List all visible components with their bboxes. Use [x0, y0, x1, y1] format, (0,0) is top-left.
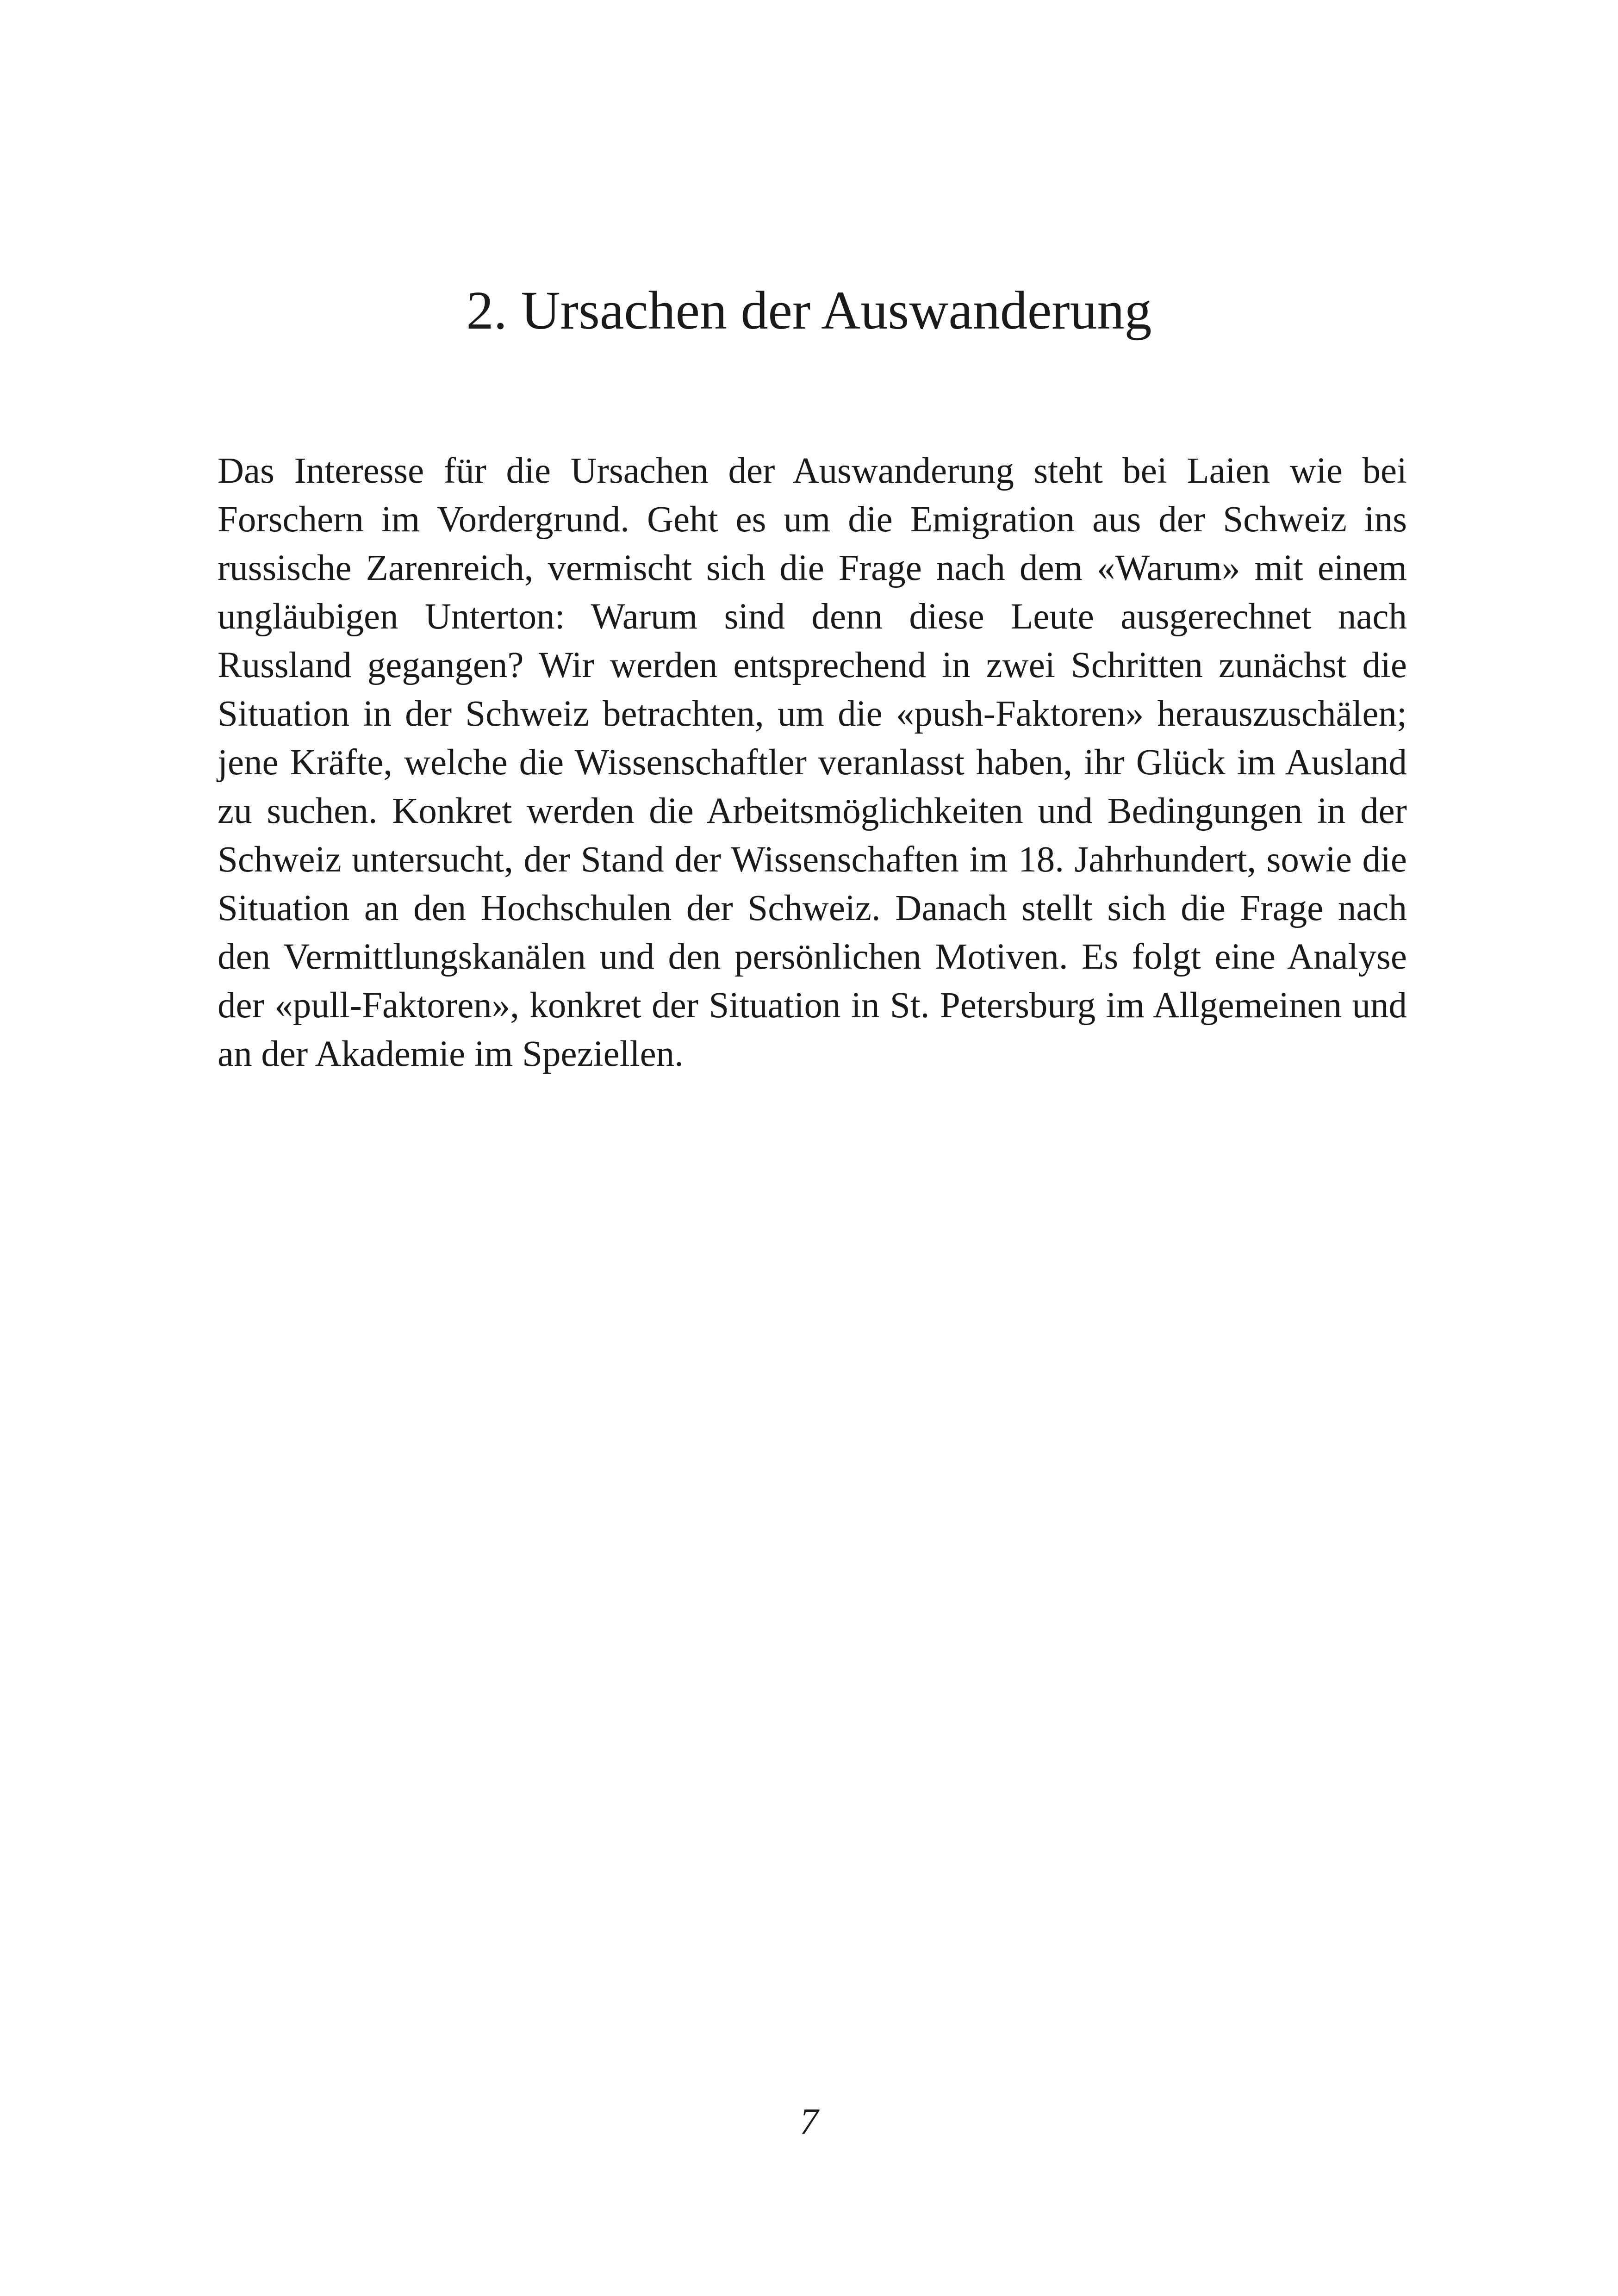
page-number: 7 — [800, 2102, 818, 2142]
chapter-title: 2. Ursachen der Auswanderung — [466, 280, 1152, 341]
body-paragraph: Das Interesse für die Ursachen der Auswanderung steht bei Laien wie bei Forschern im Vordergrund. Geht es um die Emigration aus der Schweiz ins russische Zarenreich, vermischt sich die Frage nach dem «Warum» mit einem ungläubigen Unterton: Warum sind denn diese Leute ausgerechnet nach Russland gegangen? Wir werden entsprechend in zwei Schritten zunächst die Situation in der Schweiz betrachten, um die «push-Faktoren» herauszuschälen; jene Kräfte, welche die Wissenschaftler veranlasst haben, ihr Glück im Ausland zu suchen. Konkret werden die Arbeitsmöglichkeiten und Bedingungen in der Schweiz untersucht, der Stand der Wissenschaften im 18. Jahrhundert, sowie die Situation an den Hochschulen der Schweiz. Danach stellt sich die Frage nach den Vermittlungskanälen und den persönlichen Motiven. Es folgt eine Analyse der «pull-Faktoren», konkret der Situation in St. Petersburg im Allgemeinen und an der Akademie im Speziellen. — [218, 451, 1407, 1074]
